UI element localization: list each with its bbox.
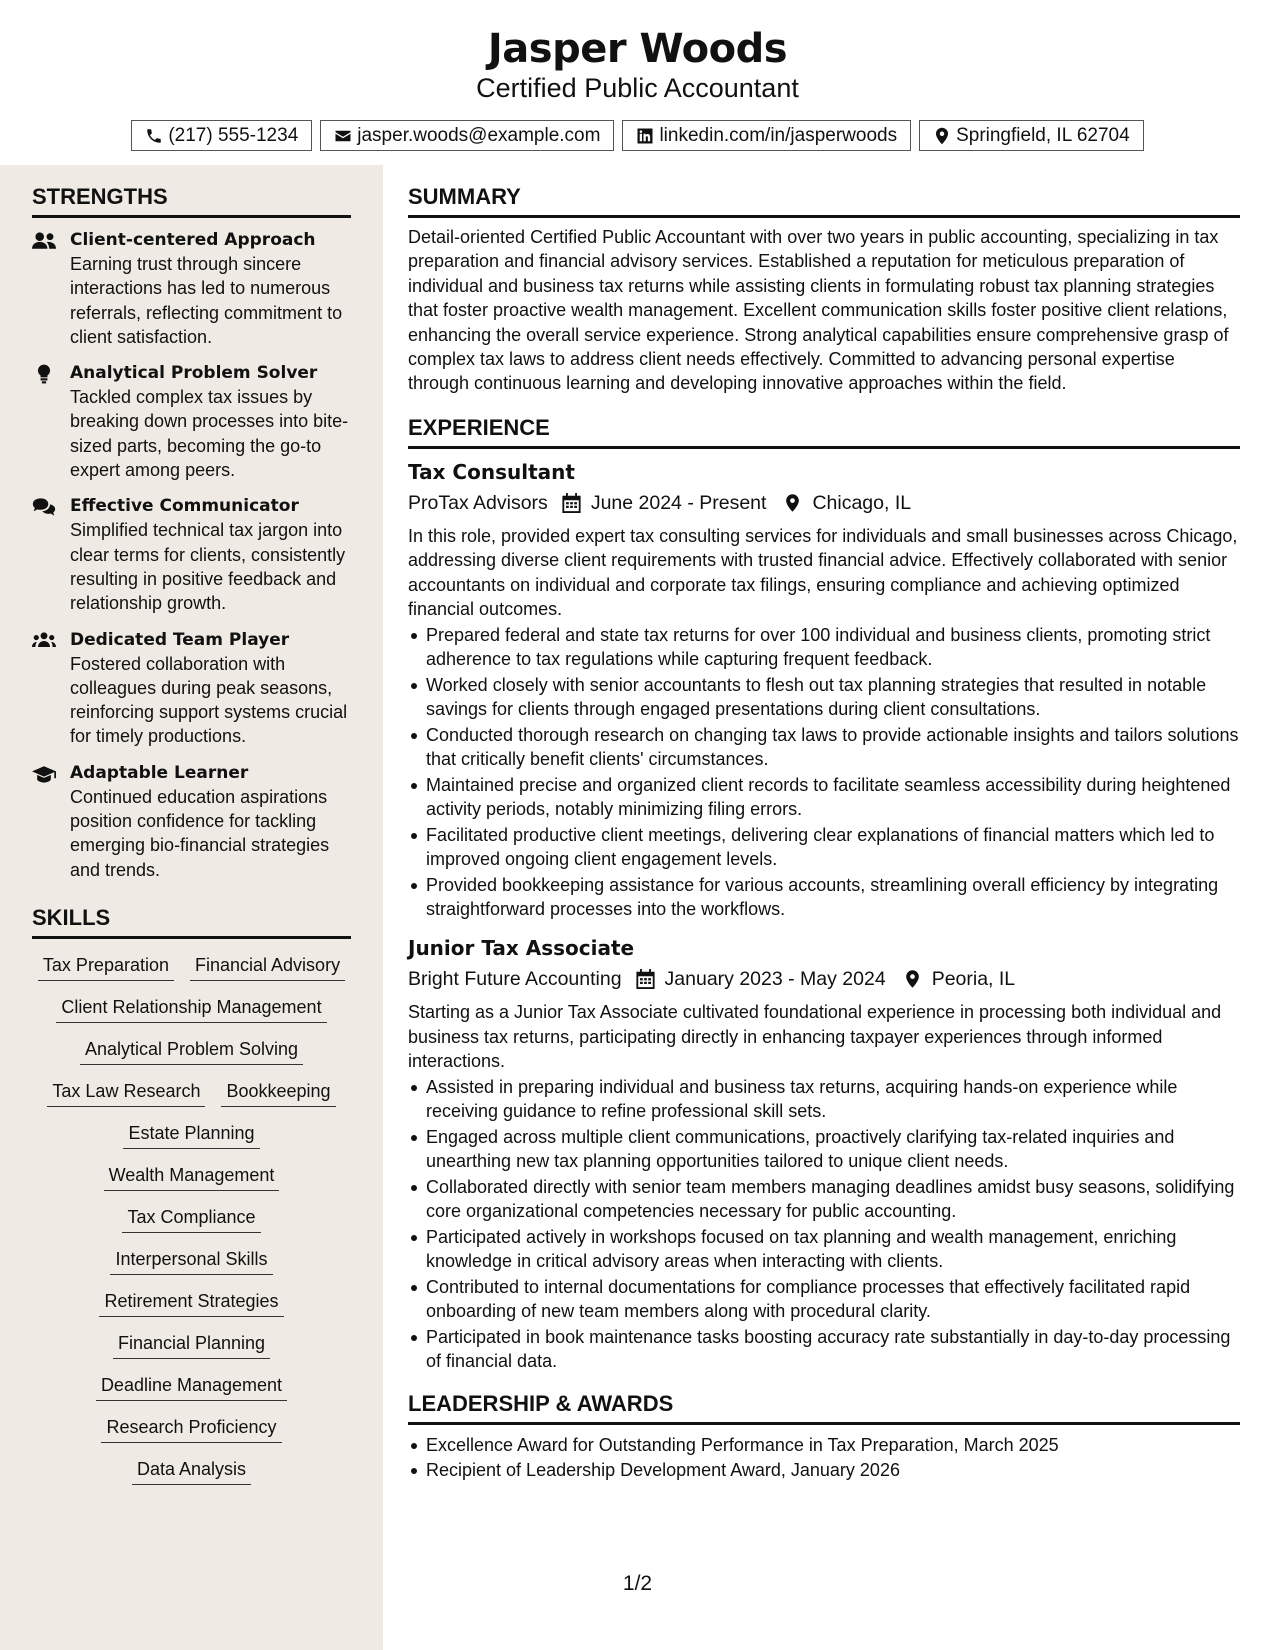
main-content [408, 165, 1240, 1483]
skill-tag: Client Relationship Management [56, 995, 326, 1023]
strengths-heading: STRENGTHS [32, 183, 351, 218]
job-description: In this role, provided expert tax consulting services for individuals and small businesses across Chicago, addressing diverse client requirements with trusted financial advice. Effectively collaborated with senior accountants on individual and corporate tax filings, ensuring compliance and achieving optimized financial outcomes. [408, 525, 1238, 620]
leadership-heading: LEADERSHIP & AWARDS [408, 1390, 1240, 1425]
calendar-icon [636, 969, 655, 989]
strength-text: Fostered collaboration with colleagues during peak seasons, reinforcing support systems crucial for timely productions. [70, 653, 348, 747]
strength-text: Simplified technical tax jargon into clear terms for clients, consistently resulting in positive feedback and relationship growth. [70, 520, 346, 614]
skill-tag: Deadline Management [96, 1373, 287, 1401]
page-number: 1/2 [622, 1572, 653, 1595]
list-item: Excellence Award for Outstanding Performance in Tax Preparation, March 2025 [408, 1433, 1240, 1457]
list-item: Maintained precise and organized client records to facilitate seamless accessibility during heightened activity periods, notably minimizing filing errors. [408, 773, 1240, 822]
list-item: Worked closely with senior accountants to flesh out tax planning strategies that resulted in notable savings for clients through engaged presentations during client consultations. [408, 673, 1240, 722]
candidate-title: Certified Public Accountant [476, 73, 799, 103]
sidebar [0, 165, 383, 1650]
skill-tag: Retirement Strategies [99, 1289, 283, 1317]
strength-title: Dedicated Team Player [70, 629, 290, 650]
skill-tag: Financial Planning [113, 1331, 270, 1359]
list-item: Participated actively in workshops focused on tax planning and wealth management, enriching knowledge in critical advisory areas when interacting with clients. [408, 1225, 1240, 1274]
strength-title: Effective Communicator [70, 496, 299, 517]
team-icon [32, 631, 56, 651]
phone-icon [145, 127, 163, 145]
list-item: Collaborated directly with senior team members managing deadlines amidst busy seasons, solidifying core organizational competencies necessary for public accounting. [408, 1175, 1240, 1224]
job-company: ProTax Advisors [408, 491, 548, 514]
job-meta [408, 488, 1240, 518]
list-item: Assisted in preparing individual and business tax returns, acquiring hands-on experience while receiving guidance to refine professional skill sets. [408, 1075, 1240, 1124]
contact-location[interactable] [919, 120, 1144, 151]
contact-phone[interactable] [131, 120, 312, 151]
job-title: Tax Consultant [408, 459, 575, 484]
skill-tag: Estate Planning [123, 1121, 259, 1149]
map-pin-icon [903, 969, 922, 989]
contact-linkedin[interactable] [622, 120, 911, 151]
job-description: Starting as a Junior Tax Associate cultivated foundational experience in processing both individual and business tax returns, participating directly in enhancing taxpayer experiences through informed interactions. [408, 1002, 1222, 1072]
job-bullets [408, 1075, 1240, 1374]
location-text: Springfield, IL 62704 [956, 124, 1130, 146]
strength-item [32, 628, 351, 749]
skill-tag: Bookkeeping [221, 1079, 335, 1107]
strength-item [32, 361, 351, 482]
job-location: Chicago, IL [812, 491, 912, 514]
skill-tag: Analytical Problem Solving [80, 1037, 303, 1065]
job-entry [408, 457, 1240, 922]
summary-text: Detail-oriented Certified Public Accountant with over two years in public accounting, specializing in tax preparation and financial advisory services. Established a reputation for meticulous preparation of individual and business tax returns while assisting clients in formulating robust tax planning strategies that foster proactive wealth management. Excellent communication skills foster positive client relations, enhancing the overall service experience. Strong analytical capabilities ensure comprehensive grasp of complex tax laws to address client needs effectively. Committed to advancing personal expertise through continuous learning and developing innovative approaches within the field. [408, 227, 1229, 394]
map-pin-icon [933, 127, 951, 145]
skill-tag: Data Analysis [132, 1457, 251, 1485]
strengths-list [32, 228, 351, 882]
job-title: Junior Tax Associate [408, 936, 635, 961]
lightbulb-icon [32, 364, 56, 384]
list-item: Conducted thorough research on changing tax laws to provide actionable insights and tailors solutions that critically benefit clients' circumstances. [408, 723, 1240, 772]
contact-bar [0, 120, 1275, 151]
resume-header [0, 0, 1275, 165]
skills-heading: SKILLS [32, 904, 351, 939]
job-bullets [408, 623, 1240, 922]
summary-heading: SUMMARY [408, 183, 1240, 218]
envelope-icon [334, 127, 352, 145]
candidate-name: Jasper Woods [487, 26, 788, 72]
skill-tag: Research Proficiency [101, 1415, 281, 1443]
strength-item [32, 228, 351, 349]
job-dates: June 2024 - Present [590, 491, 767, 514]
list-item: Prepared federal and state tax returns for over 100 individual and business clients, promoting strict adherence to tax regulations while capturing frequent feedback. [408, 623, 1240, 672]
job-dates: January 2023 - May 2024 [664, 968, 886, 991]
strength-text: Earning trust through sincere interactions has led to numerous referrals, reflecting commitment to client satisfaction. [70, 254, 343, 347]
users-icon [32, 231, 56, 251]
job-location: Peoria, IL [931, 968, 1016, 991]
list-item: Participated in book maintenance tasks boosting accuracy rate substantially in day-to-day processing of financial data. [408, 1325, 1240, 1374]
skill-tag: Financial Advisory [190, 953, 345, 981]
list-item: Recipient of Leadership Development Award, January 2026 [408, 1458, 1240, 1482]
strength-title: Client-centered Approach [70, 230, 316, 250]
linkedin-text: linkedin.com/in/jasperwoods [659, 124, 898, 146]
email-text: jasper.woods@example.com [357, 124, 601, 146]
strength-text: Continued education aspirations position confidence for tackling emerging bio-financial strategies and trends. [70, 786, 330, 880]
calendar-icon [562, 493, 581, 513]
skill-tag: Tax Compliance [122, 1205, 260, 1233]
strength-item [32, 494, 351, 615]
job-meta [408, 964, 1240, 994]
list-item: Facilitated productive client meetings, delivering clear explanations of financial matters which led to improved ongoing client engagement levels. [408, 823, 1240, 872]
skill-tag: Tax Preparation [38, 953, 174, 981]
job-entry [408, 933, 1240, 1373]
linkedin-icon [636, 127, 654, 145]
awards-list [408, 1433, 1240, 1483]
list-item: Engaged across multiple client communications, proactively clarifying tax-related inquiries and unearthing new tax planning opportunities tailored to unique client needs. [408, 1125, 1240, 1174]
list-item: Provided bookkeeping assistance for various accounts, streamlining overall efficiency by integrating straightforward processes into the workflows. [408, 873, 1240, 922]
skill-tag: Tax Law Research [47, 1079, 205, 1107]
strength-text: Tackled complex tax issues by breaking down processes into bite-sized parts, becoming the go-to expert among peers. [70, 387, 349, 481]
comments-icon [32, 497, 56, 517]
experience-heading: EXPERIENCE [408, 414, 1240, 449]
skill-tag: Interpersonal Skills [110, 1247, 272, 1275]
graduation-cap-icon [32, 764, 56, 784]
phone-text: (217) 555-1234 [168, 124, 299, 146]
skills-list [32, 953, 351, 1485]
strength-item [32, 761, 351, 882]
contact-email[interactable] [320, 120, 614, 151]
job-company: Bright Future Accounting [408, 968, 622, 991]
strength-title: Analytical Problem Solver [70, 363, 318, 384]
strength-title: Adaptable Learner [70, 762, 249, 783]
list-item: Contributed to internal documentations for compliance processes that effectively facilitated rapid onboarding of new team members along with procedural clarity. [408, 1275, 1240, 1324]
map-pin-icon [783, 493, 802, 513]
skill-tag: Wealth Management [104, 1163, 280, 1191]
